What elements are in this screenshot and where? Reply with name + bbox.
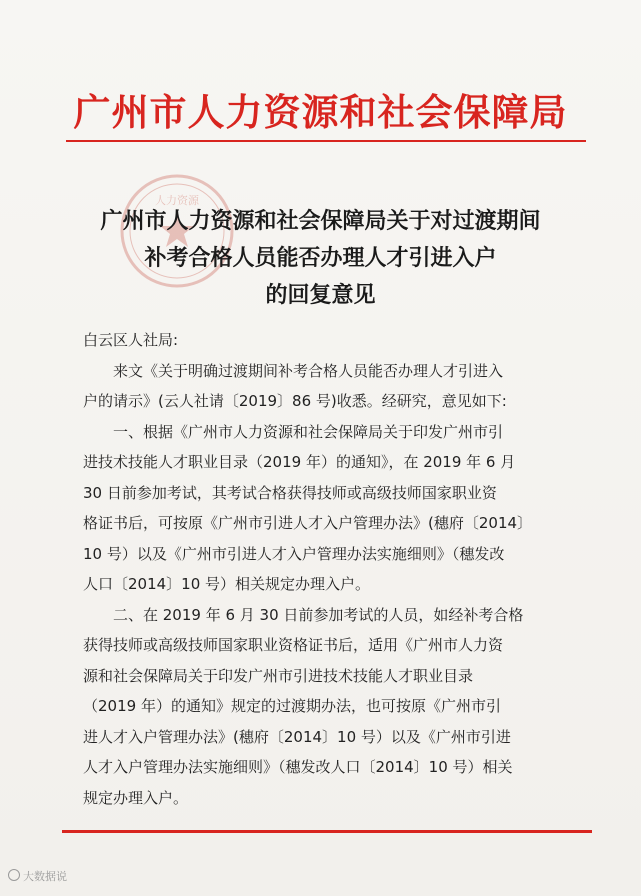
body-line: 10 号）以及《广州市引进人才入户管理办法实施细则》（穗发改 <box>83 544 505 563</box>
body-line: 进人才入户管理办法》(穗府〔2014〕10 号）以及《广州市引进 <box>83 727 511 746</box>
body-line: 规定办理入户。 <box>83 788 189 807</box>
body-line: （2019 年）的通知》规定的过渡期办法，也可按原《广州市引 <box>83 697 501 715</box>
footer-red-rule <box>62 830 592 833</box>
body-line: 人才入户管理办法实施细则》（穗发改人口〔2014〕10 号）相关 <box>83 758 513 776</box>
letterhead-org-name: 广州市人力资源和社会保障局 <box>73 90 568 134</box>
title-line: 补考合格人员能否办理人才引进入户 <box>144 245 497 271</box>
body-line: 30 日前参加考试，其考试合格获得技师或高级技师国家职业资 <box>83 483 497 502</box>
letterhead-red-rule <box>66 140 586 142</box>
weibo-icon <box>8 869 20 881</box>
body-line: 来文《关于明确过渡期间补考合格人员能否办理人才引进入 <box>83 361 504 380</box>
watermark-text: 大数据说 <box>23 870 67 883</box>
body-line: 人口〔2014〕10 号）相关规定办理入户。 <box>83 575 371 593</box>
document-title <box>0 203 641 314</box>
body-line: 获得技师或高级技师国家职业资格证书后，适用《广州市人力资 <box>83 636 504 654</box>
body-line: 格证书后，可按原《广州市引进人才入户管理办法》(穗府〔2014〕 <box>83 514 533 532</box>
title-line: 广州市人力资源和社会保障局关于对过渡期间 <box>100 208 541 234</box>
body-line: 一、根据《广州市人力资源和社会保障局关于印发广州市引 <box>83 422 504 441</box>
source-watermark <box>8 868 67 884</box>
body-line: 源和社会保障局关于印发广州市引进技术技能人才职业目录 <box>83 666 474 685</box>
document-body <box>83 325 573 813</box>
seal-text: 人力资源 <box>155 194 199 207</box>
addressee: 白云区人社局: <box>83 331 179 349</box>
body-line: 户的请示》(云人社请〔2019〕86 号)收悉。经研究，意见如下: <box>83 392 507 410</box>
title-line: 的回复意见 <box>265 282 376 308</box>
body-line: 进技术技能人才职业目录（2019 年）的通知》，在 2019 年 6 月 <box>83 453 516 471</box>
body-line: 二、在 2019 年 6 月 30 日前参加考试的人员，如经补考合格 <box>83 605 524 624</box>
